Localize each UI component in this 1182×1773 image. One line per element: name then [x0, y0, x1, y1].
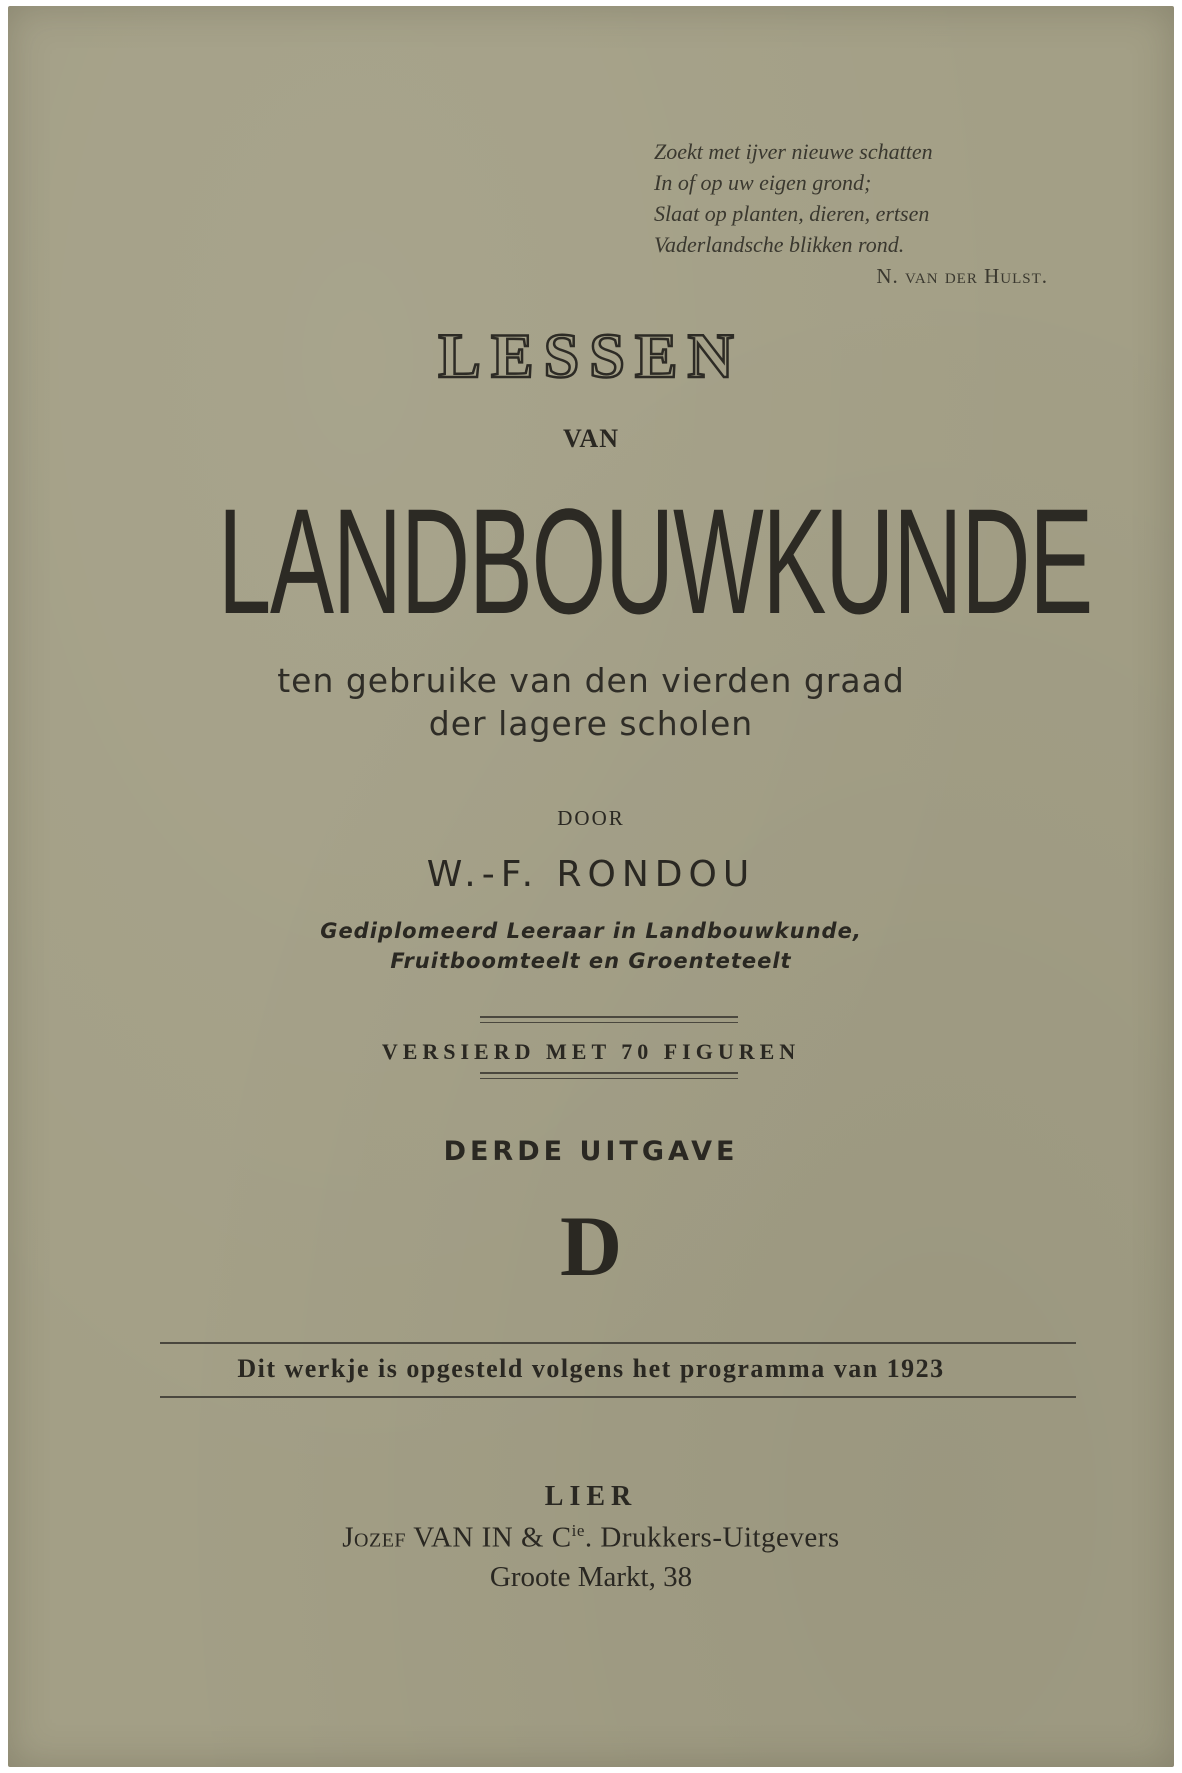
byline-door: DOOR	[557, 806, 625, 830]
title-lessen: LESSEN	[438, 320, 744, 391]
author-name: W.-F. RONDOU	[426, 854, 756, 895]
epigraph-line: In of op uw eigen grond;	[654, 170, 872, 195]
publisher-address: Groote Markt, 38	[489, 1561, 693, 1593]
subtitle	[8, 659, 1174, 745]
credential-line: Fruitboomteelt en Groenteteelt	[390, 949, 792, 973]
epigraph	[654, 136, 1094, 260]
publisher-sup: ie	[571, 1521, 585, 1540]
title-landbouwkunde: LANDBOUWKUNDE	[217, 477, 1093, 645]
divider	[160, 1396, 1076, 1398]
publisher-role: . Drukkers-Uitgevers	[584, 1521, 840, 1554]
publisher-city: LIER	[544, 1481, 638, 1512]
divider	[480, 1022, 738, 1023]
publisher	[8, 1521, 1174, 1555]
publisher-name: VAN IN & C	[413, 1521, 572, 1554]
epigraph-author: N. van der Hulst.	[876, 264, 1048, 288]
divider	[480, 1072, 738, 1074]
divider	[480, 1078, 738, 1079]
series-letter: D	[559, 1198, 623, 1294]
divider	[480, 1016, 738, 1018]
title-van: VAN	[563, 424, 619, 453]
book-cover	[8, 6, 1174, 1767]
divider	[160, 1342, 1076, 1344]
subtitle-line: ten gebruike van den vierden graad	[277, 661, 905, 700]
epigraph-line: Vaderlandsche blikken rond.	[654, 232, 905, 257]
subtitle-line: der lagere scholen	[428, 704, 754, 743]
edition: DERDE UITGAVE	[443, 1136, 739, 1167]
program-note: Dit werkje is opgesteld volgens het programma van 1923	[237, 1354, 945, 1383]
author-credentials	[8, 916, 1174, 976]
publisher-first-name: Jozef	[342, 1521, 407, 1554]
epigraph-line: Zoekt met ijver nieuwe schatten	[654, 139, 933, 164]
credential-line: Gediplomeerd Leeraar in Landbouwkunde,	[320, 919, 862, 943]
illustrations-note: VERSIERD MET 70 FIGUREN	[381, 1039, 801, 1064]
epigraph-line: Slaat op planten, dieren, ertsen	[654, 201, 930, 226]
